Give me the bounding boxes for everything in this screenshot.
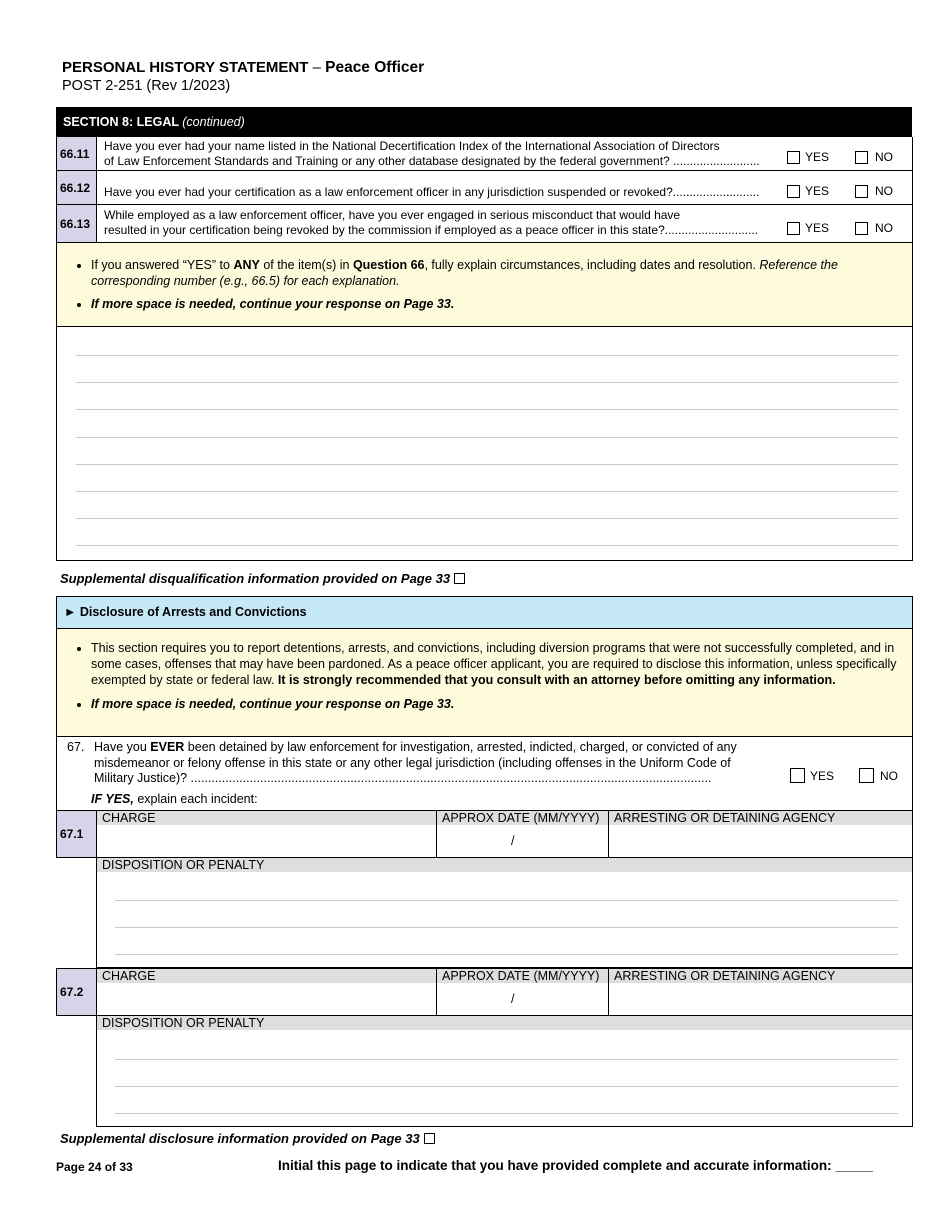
yes-label: YES bbox=[805, 221, 830, 235]
agency-input[interactable] bbox=[609, 984, 912, 1015]
question-number: 67. bbox=[67, 740, 85, 754]
agency-label: ARRESTING OR DETAINING AGENCY bbox=[609, 811, 912, 825]
no-option[interactable] bbox=[855, 221, 893, 235]
question-line1: Have you ever had your name listed in the National Decertification Index of the International Association of Directors bbox=[104, 139, 720, 153]
yes-label: YES bbox=[805, 184, 830, 198]
writing-line bbox=[76, 355, 898, 356]
disposition-67-2-area[interactable] bbox=[96, 1015, 913, 1127]
writing-line bbox=[76, 491, 898, 492]
no-option[interactable] bbox=[855, 150, 893, 164]
incident-number: 67.2 bbox=[56, 968, 97, 1016]
supplemental-checkbox[interactable] bbox=[424, 1133, 435, 1144]
supplemental-checkbox[interactable] bbox=[454, 573, 465, 584]
page-number: Page 24 of 33 bbox=[56, 1160, 133, 1174]
supplemental-label: Supplemental disqualification information provided on Page 33 bbox=[60, 571, 451, 586]
question-text: Have you EVER been detained by law enforcement for investigation, arrested, indicted, charged, or convicted of any misdemeanor or felony offense in this state or any other legal jurisdiction (including offenses in the Uniform Code of Military Justice)? ...................................................................................................................................................... bbox=[94, 740, 737, 785]
yes-checkbox[interactable] bbox=[787, 222, 800, 235]
writing-line bbox=[76, 464, 898, 465]
charge-label: CHARGE bbox=[97, 811, 436, 825]
question-text bbox=[104, 185, 759, 200]
no-option[interactable] bbox=[859, 768, 898, 783]
question-line1: While employed as a law enforcement officer, have you ever engaged in serious misconduct that would have bbox=[104, 208, 681, 222]
question-66-11-row bbox=[56, 137, 913, 171]
date-input[interactable] bbox=[437, 826, 608, 857]
date-input[interactable] bbox=[437, 984, 608, 1015]
explanation-66-area[interactable] bbox=[56, 326, 913, 561]
question-number: 66.13 bbox=[57, 205, 97, 242]
no-label: NO bbox=[875, 221, 893, 235]
writing-line bbox=[76, 518, 898, 519]
instruction-bullet: • If more space is needed, continue your response on Page 33. bbox=[91, 696, 912, 712]
no-label: NO bbox=[875, 150, 893, 164]
question-66-12-row bbox=[56, 171, 913, 205]
instruction-bullet: • This section requires you to report detentions, arrests, and convictions, including diversion programs that were not successfully completed, and in some cases, offenses that may have been pardoned. As a peace officer applicant, you are required to disclose this information, unless specifically exempted by state or federal law. It is strongly recommended that you consult with an attorney before omitting any information. bbox=[91, 640, 912, 688]
form-title-sep: – bbox=[308, 59, 326, 76]
section-label: SECTION 8: LEGAL bbox=[63, 115, 179, 129]
form-title bbox=[62, 59, 424, 77]
supplemental-disqualification bbox=[60, 571, 470, 586]
writing-line bbox=[76, 545, 898, 546]
writing-line bbox=[76, 437, 898, 438]
no-checkbox[interactable] bbox=[855, 151, 868, 164]
charge-label: CHARGE bbox=[97, 969, 436, 983]
date-separator: / bbox=[511, 834, 515, 848]
question-number: 66.12 bbox=[57, 171, 97, 204]
instruction-bullet: • If more space is needed, continue your response on Page 33. bbox=[91, 296, 912, 312]
question-67 bbox=[56, 736, 913, 811]
supplemental-disclosure bbox=[60, 1131, 440, 1146]
no-checkbox[interactable] bbox=[855, 185, 868, 198]
arrests-section-header: ► Disclosure of Arrests and Convictions bbox=[56, 596, 913, 629]
yes-option[interactable] bbox=[787, 150, 829, 164]
question-line2: resulted in your certification being revoked by the commission if employed as a peace officer in this state?............................ bbox=[104, 223, 759, 237]
question-text bbox=[104, 139, 760, 169]
form-title-main: PERSONAL HISTORY STATEMENT bbox=[62, 59, 309, 76]
section-continued: (continued) bbox=[182, 115, 245, 129]
section-header bbox=[56, 107, 912, 137]
instructions-66 bbox=[56, 242, 913, 327]
form-id: POST 2-251 (Rev 1/2023) bbox=[62, 78, 231, 94]
initial-prompt[interactable]: Initial this page to indicate that you have provided complete and accurate information: _____ bbox=[278, 1158, 873, 1173]
if-yes-instruction: IF YES, explain each incident: bbox=[91, 792, 258, 806]
writing-line bbox=[76, 409, 898, 410]
form-title-role: Peace Officer bbox=[325, 59, 425, 76]
yes-checkbox[interactable] bbox=[787, 151, 800, 164]
supplemental-label: Supplemental disclosure information provided on Page 33 bbox=[60, 1131, 420, 1146]
charge-input[interactable] bbox=[97, 984, 436, 1015]
question-line2: of Law Enforcement Standards and Training or any other database designated by the federal government? .......................... bbox=[104, 154, 760, 168]
yes-label: YES bbox=[810, 769, 835, 783]
instruction-bullet: • If you answered “YES” to ANY of the item(s) in Question 66, fully explain circumstances, including dates and resolution. Reference the corresponding number (e.g., 66.5) for each explanation. bbox=[91, 257, 912, 289]
writing-line bbox=[115, 900, 898, 901]
agency-input[interactable] bbox=[609, 826, 912, 857]
question-number: 66.11 bbox=[57, 137, 97, 170]
no-checkbox[interactable] bbox=[859, 768, 874, 783]
disposition-label: DISPOSITION OR PENALTY bbox=[97, 858, 912, 872]
writing-line bbox=[115, 1059, 898, 1060]
date-label: APPROX DATE (MM/YYYY) bbox=[437, 969, 608, 983]
yes-checkbox[interactable] bbox=[790, 768, 805, 783]
yes-option[interactable] bbox=[787, 184, 829, 198]
no-option[interactable] bbox=[855, 184, 893, 198]
writing-line bbox=[115, 1113, 898, 1114]
writing-line bbox=[115, 954, 898, 955]
no-label: NO bbox=[875, 184, 893, 198]
disposition-67-1-area[interactable] bbox=[96, 857, 913, 968]
question-line1: Have you ever had your certification as a law enforcement officer in any jurisdiction suspended or revoked?.......................... bbox=[104, 185, 760, 199]
no-checkbox[interactable] bbox=[855, 222, 868, 235]
no-label: NO bbox=[880, 769, 898, 783]
disposition-label: DISPOSITION OR PENALTY bbox=[97, 1016, 912, 1030]
agency-label: ARRESTING OR DETAINING AGENCY bbox=[609, 969, 912, 983]
date-separator: / bbox=[511, 992, 515, 1006]
writing-line bbox=[115, 1086, 898, 1087]
writing-line bbox=[115, 927, 898, 928]
question-66-13-row bbox=[56, 205, 913, 243]
yes-label: YES bbox=[805, 150, 830, 164]
question-text bbox=[104, 208, 758, 238]
date-label: APPROX DATE (MM/YYYY) bbox=[437, 811, 608, 825]
yes-checkbox[interactable] bbox=[787, 185, 800, 198]
writing-line bbox=[76, 382, 898, 383]
yes-option[interactable] bbox=[787, 221, 829, 235]
incident-number: 67.1 bbox=[56, 810, 97, 858]
instructions-arrests bbox=[56, 628, 913, 737]
yes-option[interactable] bbox=[790, 768, 834, 783]
charge-input[interactable] bbox=[97, 826, 436, 857]
